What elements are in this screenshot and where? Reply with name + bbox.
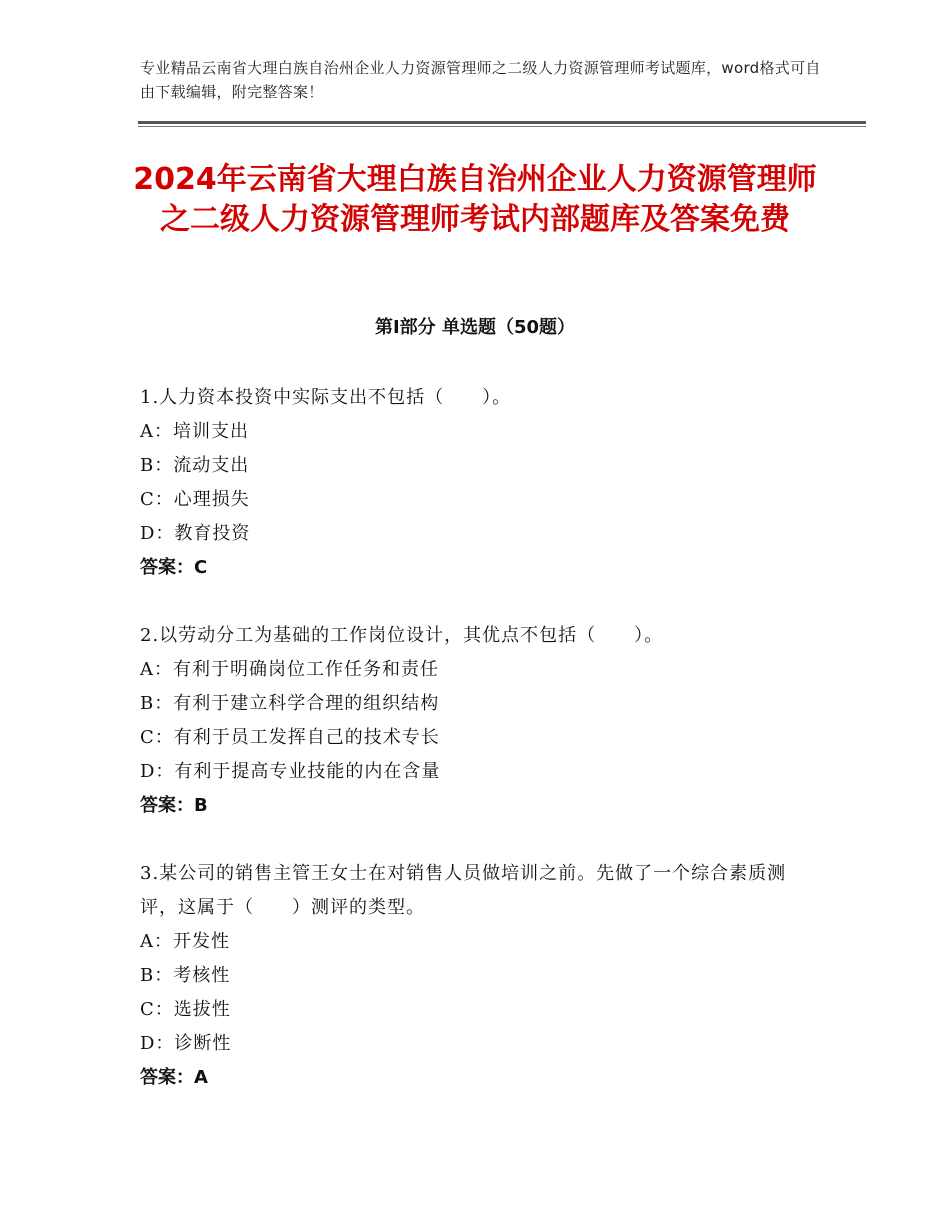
option-c: C：心理损失 (140, 489, 250, 510)
header-note: 专业精品云南省大理白族自治州企业人力资源管理师之二级人力资源管理师考试题库，word格式可自由下载编辑，附完整答案！ (140, 59, 821, 101)
option-b: B：流动支出 (140, 455, 250, 476)
question-1 (140, 381, 820, 585)
option-d: D：教育投资 (140, 523, 251, 544)
answer: 答案：B (140, 795, 208, 816)
option-a: A：开发性 (140, 931, 230, 952)
document-title: 2024年云南省大理白族自治州企业人力资源管理师之二级人力资源管理师考试内部题库及答案免费 (133, 162, 817, 237)
option-a: A：培训支出 (140, 421, 249, 442)
answer: 答案：A (140, 1067, 208, 1088)
header-rule-thin (138, 126, 866, 127)
question-text: 3.某公司的销售主管王女士在对销售人员做培训之前。先做了一个综合素质测评，这属于（ ）测评的类型。 (140, 863, 787, 918)
section-title: 第Ⅰ部分 单选题（50题） (374, 317, 575, 338)
answer: 答案：C (140, 557, 208, 578)
option-a: A：有利于明确岗位工作任务和责任 (140, 659, 439, 680)
question-text: 2.以劳动分工为基础的工作岗位设计，其优点不包括（ ）。 (140, 625, 664, 646)
option-d: D：诊断性 (140, 1033, 232, 1054)
question-2 (140, 619, 820, 823)
header-rule-thick (138, 121, 866, 124)
question-3 (140, 857, 820, 1095)
option-b: B：有利于建立科学合理的组织结构 (140, 693, 440, 714)
question-list (140, 381, 820, 1129)
option-c: C：选拔性 (140, 999, 231, 1020)
option-b: B：考核性 (140, 965, 231, 986)
option-d: D：有利于提高专业技能的内在含量 (140, 761, 441, 782)
question-text: 1.人力资本投资中实际支出不包括（ ）。 (140, 387, 512, 408)
option-c: C：有利于员工发挥自己的技术专长 (140, 727, 440, 748)
